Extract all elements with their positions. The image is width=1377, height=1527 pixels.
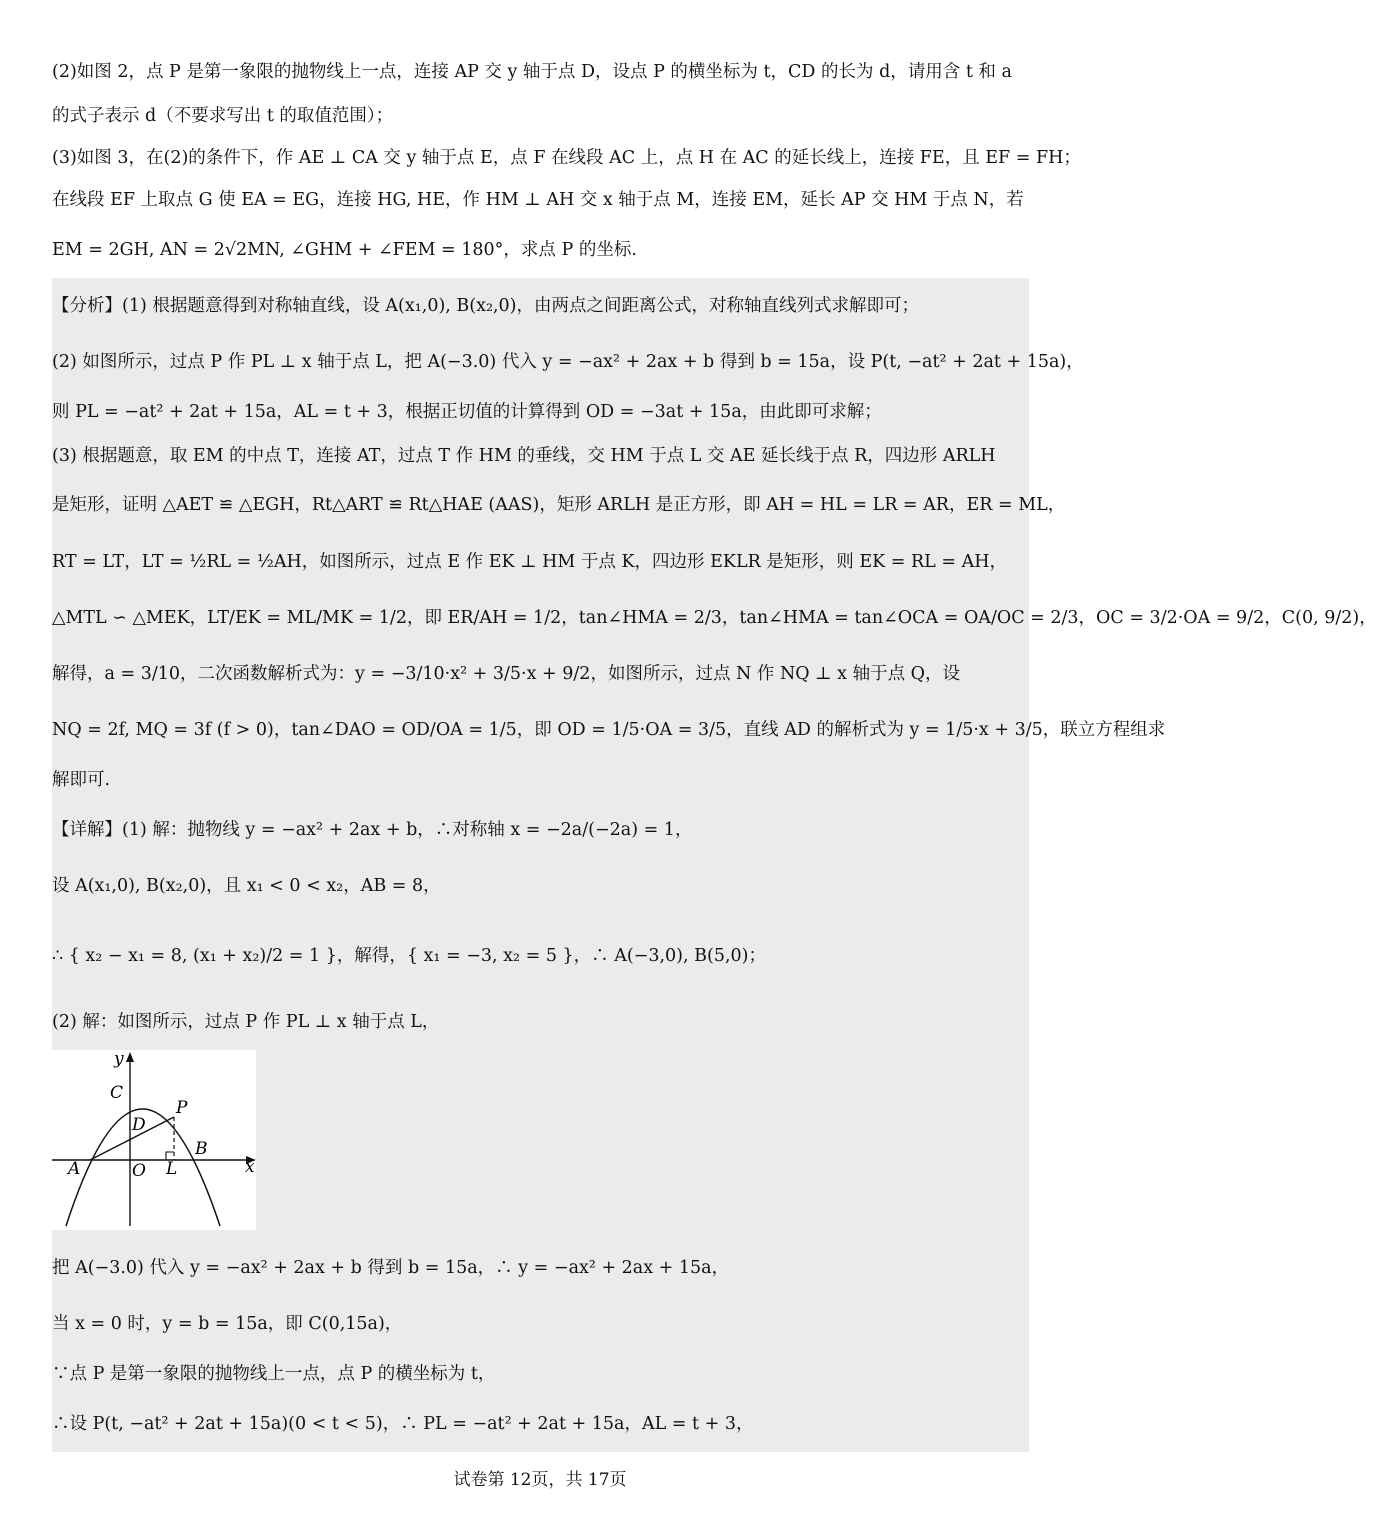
solution-line: ∵点 P 是第一象限的抛物线上一点，点 P 的横坐标为 t， — [52, 1364, 496, 1384]
analysis-line: 是矩形，证明 △AET ≌ △EGH，Rt△ART ≌ Rt△HAE (AAS)，矩形 ARLH 是正方形，即 AH = HL = LR = AR，ER = ML， — [52, 495, 1066, 515]
label-p: P — [176, 1098, 188, 1118]
analysis-line: 解即可. — [52, 770, 111, 790]
label-x: x — [245, 1157, 255, 1177]
analysis-line: 【分析】(1) 根据题意得到对称轴直线，设 A(x₁,0), B(x₂,0)，由两点之间距离公式，对称轴直线列式求解即可； — [52, 296, 920, 316]
label-y: y — [114, 1049, 124, 1069]
question-part2-line1: (2)如图 2，点 P 是第一象限的抛物线上一点，连接 AP 交 y 轴于点 D，设点 P 的横坐标为 t，CD 的长为 d，请用含 t 和 a — [52, 62, 1012, 82]
analysis-line: 则 PL = −at² + 2at + 15a，AL = t + 3，根据正切值的计算得到 OD = −3at + 15a，由此即可求解； — [52, 402, 882, 422]
question-part3-line2: 在线段 EF 上取点 G 使 EA = EG，连接 HG, HE，作 HM ⊥ AH 交 x 轴于点 M，连接 EM，延长 AP 交 HM 于点 N，若 — [52, 190, 1024, 210]
label-d: D — [132, 1115, 146, 1135]
parabola-figure-svg — [52, 1050, 256, 1230]
analysis-line: (2) 如图所示，过点 P 作 PL ⊥ x 轴于点 L，把 A(−3.0) 代入 y = −ax² + 2ax + b 得到 b = 15a，设 P(t, −at² + 2at + 15a)， — [52, 352, 1084, 372]
solution-line: 【详解】(1) 解：抛物线 y = −ax² + 2ax + b，∴对称轴 x = −2a/(−2a) = 1， — [52, 820, 693, 840]
solution-line: ∴ { x₂ − x₁ = 8, (x₁ + x₂)/2 = 1 }，解得，{ x₁ = −3, x₂ = 5 }，∴ A(−3,0), B(5,0)； — [52, 946, 766, 966]
y-axis-arrow-icon — [126, 1052, 134, 1062]
question-part2-line2: 的式子表示 d（不要求写出 t 的取值范围）； — [52, 106, 394, 126]
label-b: B — [195, 1139, 208, 1159]
label-a: A — [68, 1159, 81, 1179]
label-o: O — [132, 1161, 146, 1181]
solution-line: ∴设 P(t, −at² + 2at + 15a)(0 < t < 5)，∴ PL = −at² + 2at + 15a，AL = t + 3， — [52, 1414, 754, 1434]
analysis-line: RT = LT，LT = ½RL = ½AH，如图所示，过点 E 作 EK ⊥ HM 于点 K，四边形 EKLR 是矩形，则 EK = RL = AH， — [52, 552, 1007, 572]
solution-line: 把 A(−3.0) 代入 y = −ax² + 2ax + b 得到 b = 15a，∴ y = −ax² + 2ax + 15a， — [52, 1258, 730, 1278]
solution-line: 设 A(x₁,0), B(x₂,0)，且 x₁ < 0 < x₂，AB = 8， — [52, 876, 441, 896]
analysis-line: △MTL ∽ △MEK，LT/EK = ML/MK = 1/2，即 ER/AH = 1/2，tan∠HMA = 2/3，tan∠HMA = tan∠OCA = OA/OC = 2/3，OC = 3/2·OA = 9/2，C(0, 9/2)， — [52, 608, 1377, 628]
label-c: C — [110, 1083, 124, 1103]
page-footer: 试卷第 12页，共 17页 — [453, 1470, 627, 1490]
analysis-line: 解得，a = 3/10，二次函数解析式为：y = −3/10·x² + 3/5·x + 9/2，如图所示，过点 N 作 NQ ⊥ x 轴于点 Q，设 — [52, 664, 961, 684]
parabola-figure — [52, 1050, 256, 1230]
analysis-line: (3) 根据题意，取 EM 的中点 T，连接 AT，过点 T 作 HM 的垂线，交 HM 于点 L 交 AE 延长线于点 R，四边形 ARLH — [52, 446, 996, 466]
question-part3-line1: (3)如图 3，在(2)的条件下，作 AE ⊥ CA 交 y 轴于点 E，点 F 在线段 AC 上，点 H 在 AC 的延长线上，连接 FE，且 EF = FH； — [52, 148, 1081, 168]
solution-line: (2) 解：如图所示，过点 P 作 PL ⊥ x 轴于点 L， — [52, 1012, 440, 1032]
analysis-line: NQ = 2f, MQ = 3f (f > 0)，tan∠DAO = OD/OA = 1/5，即 OD = 1/5·OA = 3/5，直线 AD 的解析式为 y = 1/5·x + 3/5，联立方程组求 — [52, 720, 1166, 740]
label-l: L — [166, 1159, 178, 1179]
question-part3-line3: EM = 2GH, AN = 2√2MN, ∠GHM + ∠FEM = 180°，求点 P 的坐标. — [52, 240, 637, 260]
solution-line: 当 x = 0 时，y = b = 15a，即 C(0,15a)， — [52, 1314, 403, 1334]
